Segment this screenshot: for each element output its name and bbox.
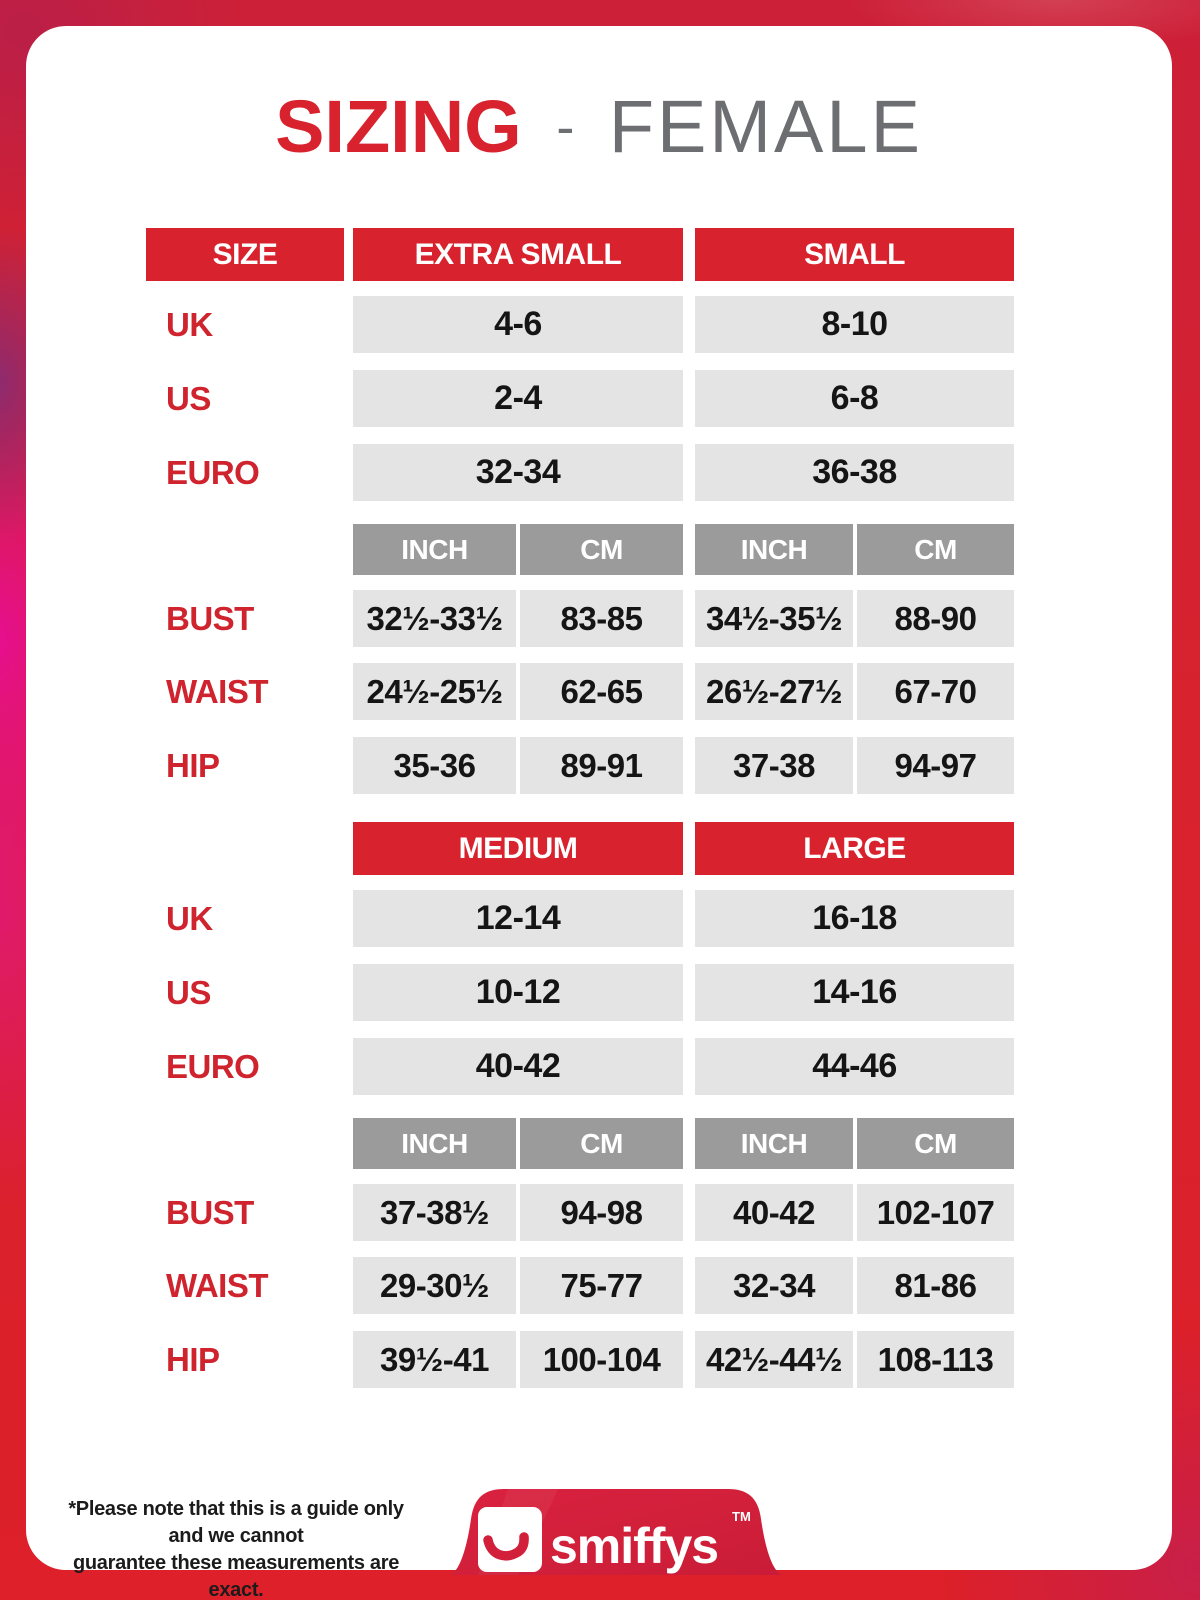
value-cell: 32-34 bbox=[695, 1257, 853, 1314]
title-separator: - bbox=[556, 97, 575, 157]
value-cell: 37-38½ bbox=[353, 1184, 516, 1241]
unit-header-inch: INCH bbox=[695, 1118, 853, 1169]
value-cell: 40-42 bbox=[695, 1184, 853, 1241]
value-cell: 8-10 bbox=[695, 296, 1014, 353]
value-cell: 14-16 bbox=[695, 964, 1014, 1021]
value-cell: 29-30½ bbox=[353, 1257, 516, 1314]
value-cell: 10-12 bbox=[353, 964, 683, 1021]
value-cell: 4-6 bbox=[353, 296, 683, 353]
value-cell: 37-38 bbox=[695, 737, 853, 794]
value-cell: 32-34 bbox=[353, 444, 683, 501]
column-header-large: LARGE bbox=[695, 822, 1014, 875]
smiffys-logo-tab bbox=[448, 1483, 784, 1575]
unit-header-inch: INCH bbox=[353, 1118, 516, 1169]
value-cell: 81-86 bbox=[857, 1257, 1014, 1314]
value-cell: 40-42 bbox=[353, 1038, 683, 1095]
value-cell: 2-4 bbox=[353, 370, 683, 427]
logo-trademark: TM bbox=[732, 1509, 751, 1524]
value-cell: 94-97 bbox=[857, 737, 1014, 794]
disclaimer-line-2: guarantee these measurements are exact. bbox=[72, 1552, 400, 1600]
value-cell: 75-77 bbox=[520, 1257, 683, 1314]
value-cell: 83-85 bbox=[520, 590, 683, 647]
value-cell: 100-104 bbox=[520, 1331, 683, 1388]
unit-header-cm: CM bbox=[857, 1118, 1014, 1169]
unit-header-cm: CM bbox=[520, 1118, 683, 1169]
disclaimer-line-1: *Please note that this is a guide only and we cannot bbox=[68, 1498, 404, 1547]
value-cell: 39½-41 bbox=[353, 1331, 516, 1388]
row-label-euro: EURO bbox=[166, 1047, 260, 1085]
unit-header-cm: CM bbox=[520, 524, 683, 575]
value-cell: 12-14 bbox=[353, 890, 683, 947]
value-cell: 44-46 bbox=[695, 1038, 1014, 1095]
disclaimer-note bbox=[66, 1496, 406, 1600]
title-sizing: SIZING bbox=[275, 85, 522, 168]
value-cell: 108-113 bbox=[857, 1331, 1014, 1388]
value-cell: 67-70 bbox=[857, 663, 1014, 720]
column-header-medium: MEDIUM bbox=[353, 822, 683, 875]
row-label-bust: BUST bbox=[166, 599, 254, 637]
row-label-bust: BUST bbox=[166, 1193, 254, 1231]
value-cell: 34½-35½ bbox=[695, 590, 853, 647]
value-cell: 32½-33½ bbox=[353, 590, 516, 647]
title-female: FEMALE bbox=[608, 85, 923, 168]
unit-header-cm: CM bbox=[857, 524, 1014, 575]
unit-header-inch: INCH bbox=[353, 524, 516, 575]
logo-wordmark: smiffys bbox=[550, 1518, 719, 1574]
row-label-us: US bbox=[166, 973, 211, 1011]
row-label-hip: HIP bbox=[166, 1340, 220, 1378]
row-label-uk: UK bbox=[166, 305, 213, 343]
size-header-cell: SIZE bbox=[146, 228, 344, 281]
value-cell: 88-90 bbox=[857, 590, 1014, 647]
value-cell: 6-8 bbox=[695, 370, 1014, 427]
value-cell: 16-18 bbox=[695, 890, 1014, 947]
row-label-uk: UK bbox=[166, 899, 213, 937]
value-cell: 42½-44½ bbox=[695, 1331, 853, 1388]
value-cell: 102-107 bbox=[857, 1184, 1014, 1241]
size-table-xs-small bbox=[146, 228, 1014, 794]
value-cell: 26½-27½ bbox=[695, 663, 853, 720]
row-label-euro: EURO bbox=[166, 453, 260, 491]
column-header-extra-small: EXTRA SMALL bbox=[353, 228, 683, 281]
value-cell: 36-38 bbox=[695, 444, 1014, 501]
row-label-waist: WAIST bbox=[166, 1266, 268, 1304]
unit-header-inch: INCH bbox=[695, 524, 853, 575]
value-cell: 24½-25½ bbox=[353, 663, 516, 720]
value-cell: 89-91 bbox=[520, 737, 683, 794]
row-label-waist: WAIST bbox=[166, 672, 268, 710]
value-cell: 62-65 bbox=[520, 663, 683, 720]
row-label-us: US bbox=[166, 379, 211, 417]
size-table-medium-large bbox=[146, 822, 1014, 1388]
page-title bbox=[26, 84, 1172, 170]
column-header-small: SMALL bbox=[695, 228, 1014, 281]
row-label-hip: HIP bbox=[166, 746, 220, 784]
value-cell: 35-36 bbox=[353, 737, 516, 794]
value-cell: 94-98 bbox=[520, 1184, 683, 1241]
